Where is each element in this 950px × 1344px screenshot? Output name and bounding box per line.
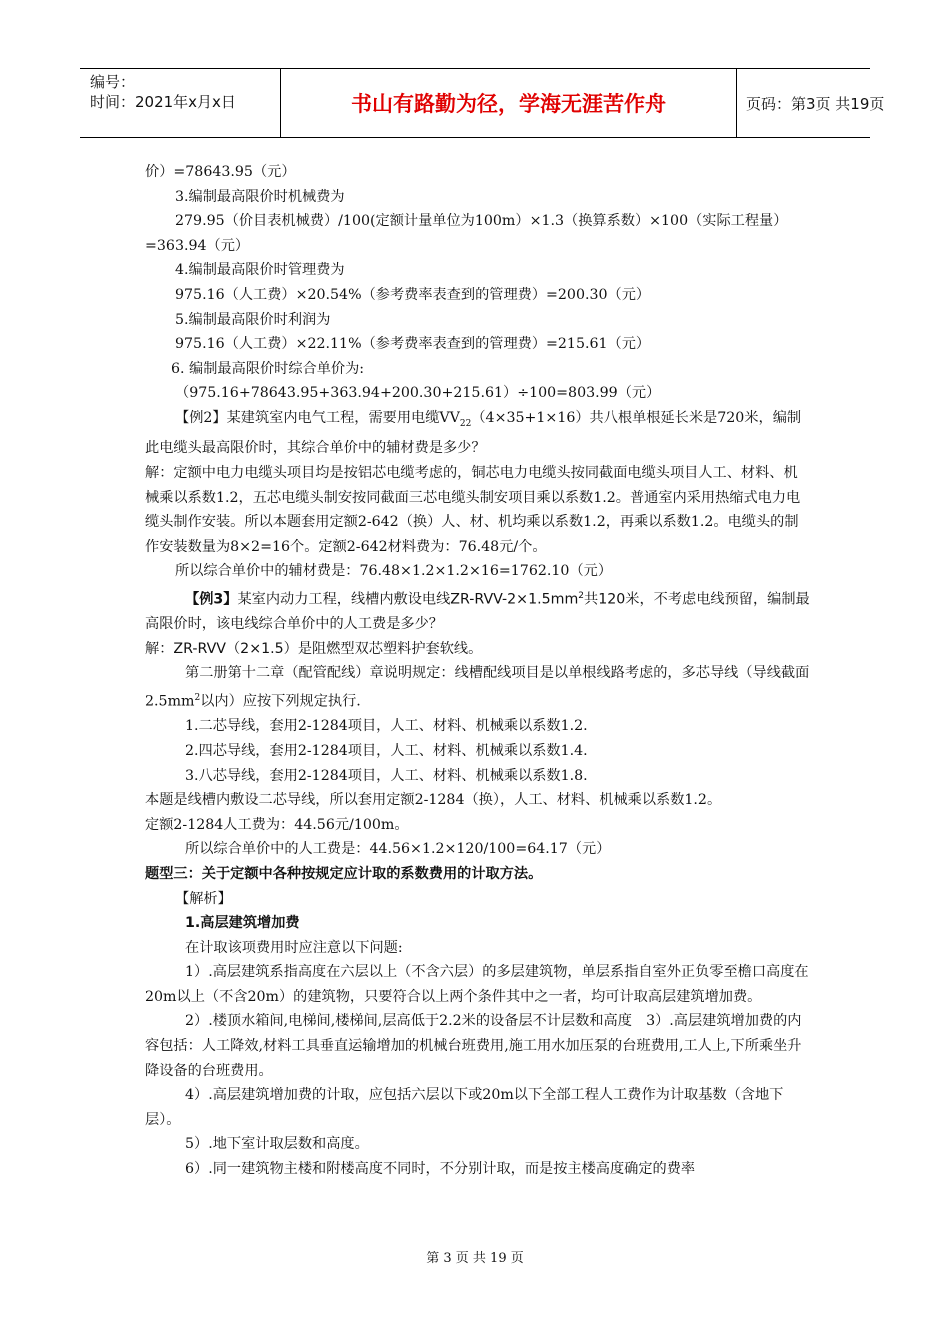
page-footer: 第 3 页 共 19 页	[426, 1251, 524, 1266]
paragraph: 价）=78643.95（元）	[145, 164, 296, 180]
paragraph: 6）.同一建筑物主楼和附楼高度不同时，不分别计取，而是按主楼高度确定的费率	[185, 1161, 696, 1178]
list-item: 2.四芯导线，套用2-1284项目，人工、材料、机械乘以系数1.4.	[185, 742, 588, 759]
example-2	[145, 406, 810, 461]
subscript: 22	[459, 418, 472, 429]
solution-2: 解：定额中电力电缆头项目均是按铝芯电缆考虑的，铜芯电力电缆头按同截面电缆头项目人工、材料、机械乘以系数1.2，五芯电缆头制安按同截面三芯电缆头制安项目乘以系数1.2。普通室内采用热缩式电力电缆头制作安装。所以本题套用定额2-642（换）人、材、机均乘以系数1.2，再乘以系数1.2。电缆头的制作安装数量为8×2=16个。定额2-642材料费为：76.48元/个。	[145, 464, 801, 555]
list-item: 1.二芯导线，套用2-1284项目，人工、材料、机械乘以系数1.2.	[185, 718, 588, 735]
paragraph: 4.编制最高限价时管理费为	[175, 262, 345, 279]
solution-3: 解：ZR-RVV（2×1.5）是阻燃型双芯塑料护套软线。	[145, 640, 483, 657]
paragraph: 所以综合单价中的辅材费是：76.48×1.2×1.2×16=1762.10（元）	[175, 563, 613, 580]
example-2-text-a: 【例2】某建筑室内电气工程，需要用电缆VV	[175, 409, 460, 426]
paragraph: 2）.楼顶水箱间,电梯间,楼梯间,层高低于2.2米的设备层不计层数和高度 3）.高层建筑增加费的内容包括：人工降效,材料工具垂直运输增加的机械台班费用,施工用水加压泵的台班费用,工人上,下所乘坐升降设备的台班费用。	[145, 1013, 802, 1079]
paragraph: （975.16+78643.95+363.94+200.30+215.61）÷100=803.99（元）	[175, 385, 661, 402]
paragraph: 5）.地下室计取层数和高度。	[185, 1136, 369, 1153]
analysis-label: 【解析】	[175, 890, 232, 907]
paragraph: 3.编制最高限价时机械费为	[175, 188, 345, 205]
rule-paragraph	[145, 661, 810, 714]
paragraph: 本题是线槽内敷设二芯导线，所以套用定额2-1284（换），人工、材料、机械乘以系数1.2。	[145, 792, 722, 809]
paragraph: 279.95（价目表机械费）/100(定额计量单位为100m）×1.3（换算系数）×100（实际工程量）=363.94（元）	[145, 213, 788, 254]
example-3	[145, 584, 810, 637]
header-motto: 书山有路勤为径，学海无涯苦作舟	[280, 69, 737, 137]
header-meta	[80, 69, 280, 137]
example-2-text-b: （4×35+1×16）共八根单根延长米是720米，编制此电缆头最高限价时，其综合单价中的辅材费是多少？	[145, 409, 802, 457]
paragraph: 4）.高层建筑增加费的计取，应包括六层以下或20m以下全部工程人工费作为计取基数（含地下层）。	[145, 1087, 784, 1128]
paragraph: 1）.高层建筑系指高度在六层以上（不含六层）的多层建筑物，单层系指自室外正负零至檐口高度在20m以上（不含20m）的建筑物，只要符合以上两个条件其中之一者，均可计取高层建筑增加费。	[145, 964, 809, 1005]
example-3-text-a: 某室内动力工程，线槽内敷设电线ZR-RVV-2×1.5mm	[237, 591, 579, 608]
rule-text-b: 以内）应按下列规定执行.	[200, 693, 361, 710]
page-header	[80, 68, 885, 138]
number-label: 编号：	[90, 73, 136, 91]
paragraph: 定额2-1284人工费为：44.56元/100m。	[145, 816, 409, 833]
header-page-info: 页码：第3页 共19页	[746, 94, 885, 113]
section-heading: 题型三：关于定额中各种按规定应计取的系数费用的计取方法。	[145, 865, 543, 882]
example-3-text-b: 共120米，不考虑电线预留，编制最高限价时，该电线综合单价中的人工费是多少？	[145, 591, 810, 633]
paragraph: 在计取该项费用时应注意以下问题:	[185, 939, 403, 956]
subsection-heading: 1.高层建筑增加费	[185, 915, 300, 932]
paragraph: 975.16（人工费）×20.54%（参考费率表查到的管理费）=200.30（元）	[175, 286, 651, 303]
rule-text-a: 第二册第十二章（配管配线）章说明规定：线槽配线项目是以单根线路考虑的，多芯导线（导线截面2.5mm	[145, 665, 810, 710]
superscript: 2	[578, 590, 585, 601]
paragraph: 所以综合单价中的人工费是：44.56×1.2×120/100=64.17（元）	[185, 841, 611, 858]
example-3-tag: 【例3】	[185, 591, 238, 608]
document-body	[145, 160, 810, 1182]
paragraph: 6. 编制最高限价时综合单价为:	[171, 360, 365, 377]
paragraph: 5.编制最高限价时利润为	[175, 311, 331, 328]
paragraph: 975.16（人工费）×22.11%（参考费率表查到的管理费）=215.61（元）	[175, 336, 651, 353]
date-label: 时间：2021年x月x日	[90, 93, 236, 111]
list-item: 3.八芯导线，套用2-1284项目，人工、材料、机械乘以系数1.8.	[185, 767, 588, 784]
superscript: 2	[194, 693, 201, 704]
